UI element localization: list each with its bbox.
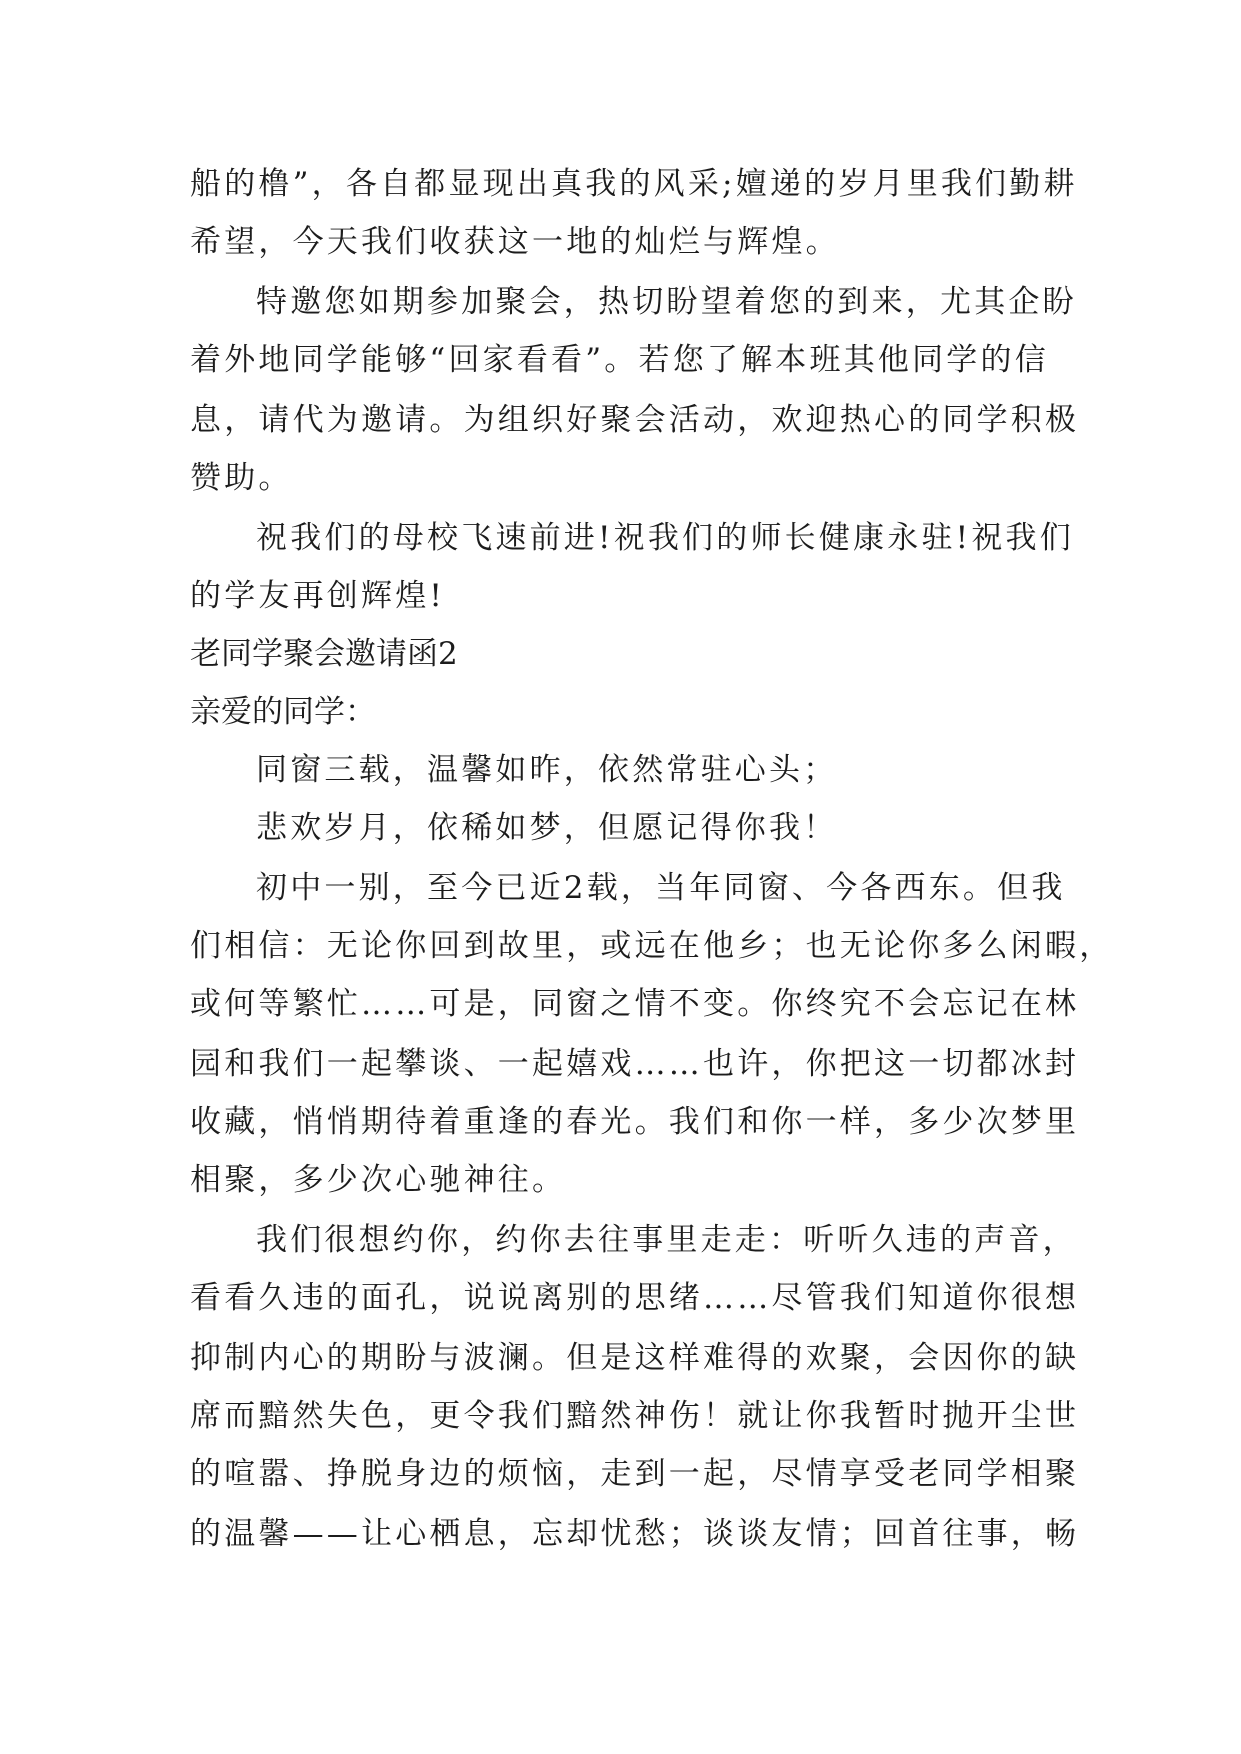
- paragraph-line: 的温馨——让心栖息，忘却忧愁；谈谈友情；回首往事，畅: [190, 1516, 1080, 1552]
- paragraph-line: 希望，今天我们收获这一地的灿烂与辉煌。: [190, 224, 840, 260]
- paragraph-line: 赞助。: [190, 460, 293, 496]
- paragraph-line: 席而黯然失色，更令我们黯然神伤！就让你我暂时抛开尘世: [190, 1398, 1080, 1434]
- paragraph-line: 我们很想约你，约你去往事里走走：听听久违的声音，: [256, 1222, 1077, 1258]
- paragraph-line: 的学友再创辉煌!: [190, 578, 446, 614]
- paragraph-line: 看看久违的面孔，说说离别的思绪……尽管我们知道你很想: [190, 1280, 1080, 1316]
- paragraph-line: 祝我们的母校飞速前进!祝我们的师长健康永驻!祝我们: [256, 520, 1074, 556]
- paragraph-line: 特邀您如期参加聚会，热切盼望着您的到来，尤其企盼: [256, 284, 1077, 320]
- paragraph-line: 息，请代为邀请。为组织好聚会活动，欢迎热心的同学积极: [190, 402, 1080, 438]
- paragraph-line: 同窗三载，温馨如昨，依然常驻心头；: [256, 752, 838, 788]
- paragraph-line: 们相信：无论你回到故里，或远在他乡；也无论你多么闲暇，: [190, 928, 1114, 964]
- paragraph-line: 着外地同学能够“回家看看”。若您了解本班其他同学的信: [190, 342, 1049, 378]
- paragraph-line: 相聚，多少次心驰神往。: [190, 1162, 567, 1198]
- section-heading: 老同学聚会邀请函2: [190, 636, 458, 672]
- paragraph-line: 抑制内心的期盼与波澜。但是这样难得的欢聚，会因你的缺: [190, 1340, 1080, 1376]
- paragraph-line: 初中一别，至今已近2载，当年同窗、今各西东。但我: [256, 870, 1066, 906]
- paragraph-line: 船的橹”，各自都显现出真我的风采;嬗递的岁月里我们勤耕: [190, 166, 1078, 202]
- paragraph-line: 收藏，悄悄期待着重逢的春光。我们和你一样，多少次梦里: [190, 1104, 1080, 1140]
- salutation: 亲爱的同学：: [190, 694, 376, 730]
- paragraph-line: 的喧嚣、挣脱身边的烦恼，走到一起，尽情享受老同学相聚: [190, 1456, 1080, 1492]
- paragraph-line: 悲欢岁月，依稀如梦，但愿记得你我！: [256, 810, 838, 846]
- paragraph-line: 或何等繁忙……可是，同窗之情不变。你终究不会忘记在林: [190, 986, 1080, 1022]
- paragraph-line: 园和我们一起攀谈、一起嬉戏……也许，你把这一切都冰封: [190, 1046, 1080, 1082]
